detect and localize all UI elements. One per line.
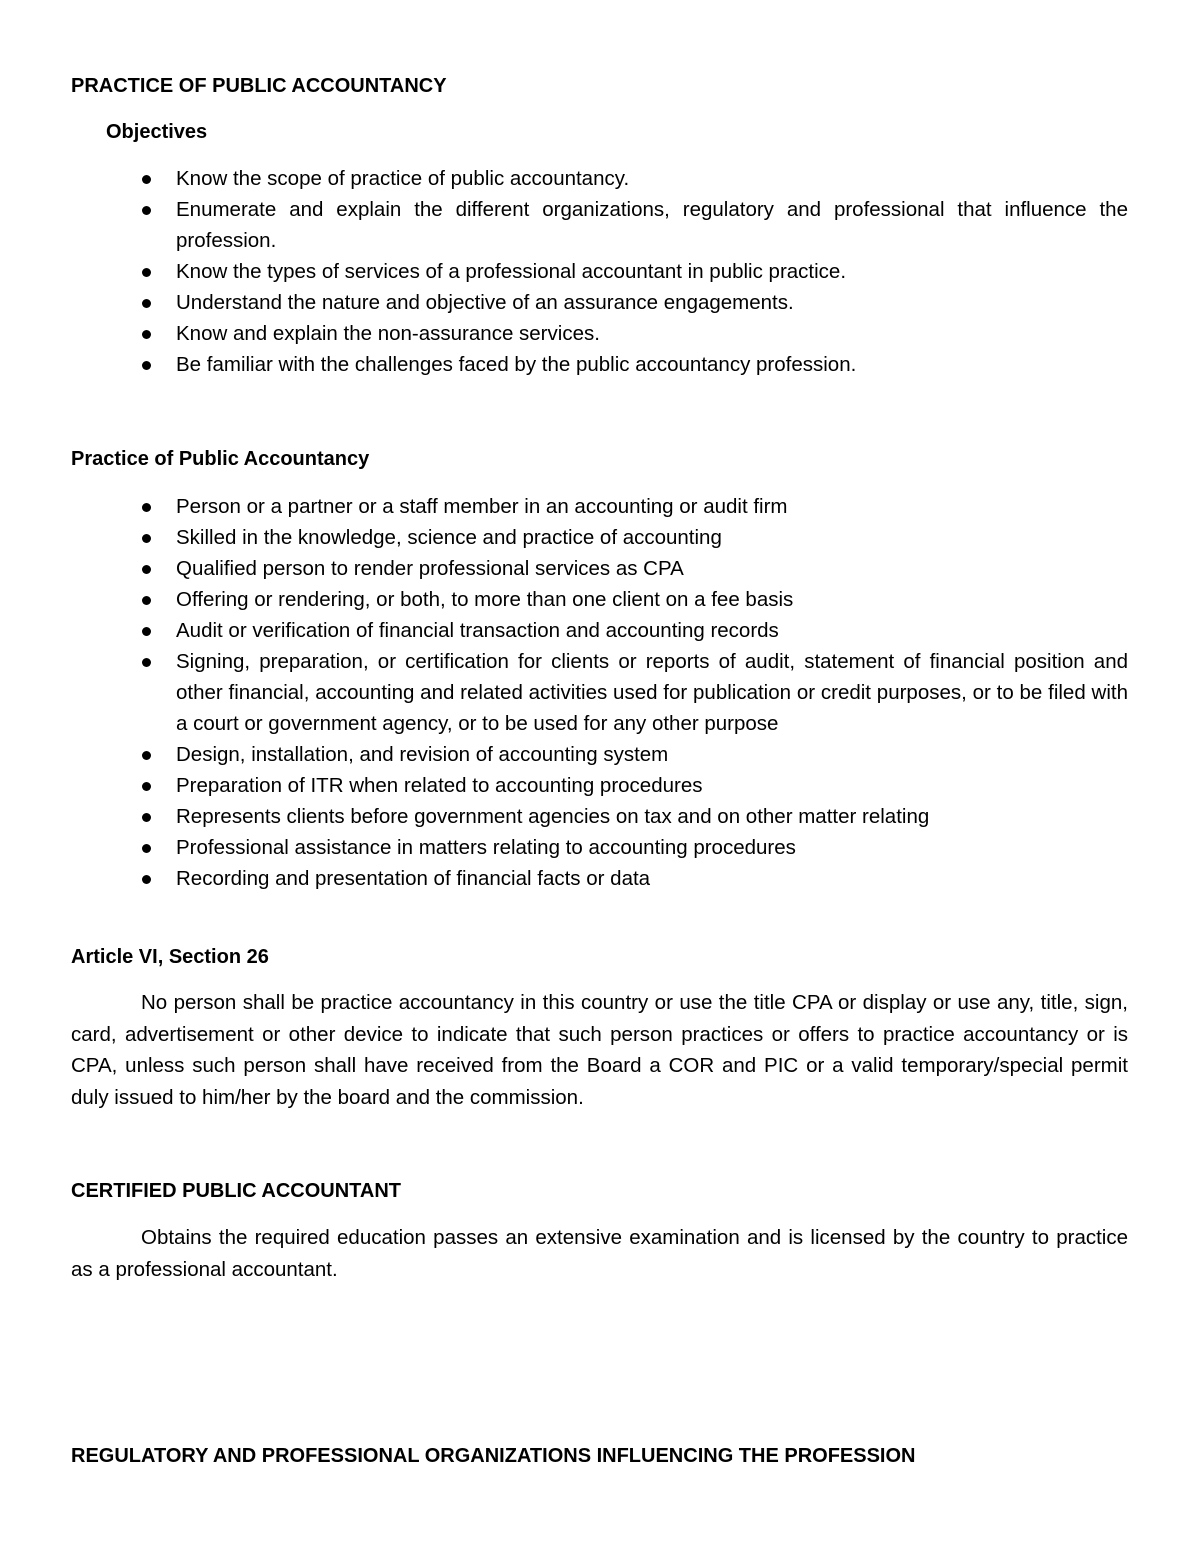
list-item: Preparation of ITR when related to accounting procedures — [0, 770, 1128, 801]
practice-list — [0, 491, 1200, 894]
bullet-icon — [142, 206, 151, 215]
regulatory-heading: REGULATORY AND PROFESSIONAL ORGANIZATIONS INFLUENCING THE PROFESSION — [71, 1445, 916, 1467]
bullet-icon — [142, 782, 151, 791]
bullet-icon — [142, 565, 151, 574]
list-item: Recording and presentation of financial facts or data — [0, 863, 1128, 894]
cpa-heading: CERTIFIED PUBLIC ACCOUNTANT — [71, 1180, 401, 1202]
list-item: Know and explain the non-assurance services. — [0, 318, 1128, 349]
bullet-icon — [142, 330, 151, 339]
bullet-icon — [142, 596, 151, 605]
bullet-icon — [142, 299, 151, 308]
list-item: Signing, preparation, or certification for clients or reports of audit, statement of financial position and other financial, accounting and related activities used for publication or credit purposes, or to be filed with a court or government agency, or to be used for any other purpose — [0, 646, 1128, 739]
list-item: Skilled in the knowledge, science and practice of accounting — [0, 522, 1128, 553]
list-item: Know the scope of practice of public accountancy. — [0, 163, 1128, 194]
list-item: Design, installation, and revision of accounting system — [0, 739, 1128, 770]
cpa-paragraph: Obtains the required education passes an extensive examination and is licensed by the country to practice as a professional accountant. — [71, 1226, 1128, 1281]
list-item: Offering or rendering, or both, to more than one client on a fee basis — [0, 584, 1128, 615]
bullet-icon — [142, 268, 151, 277]
list-item: Audit or verification of financial transaction and accounting records — [0, 615, 1128, 646]
list-item: Qualified person to render professional services as CPA — [0, 553, 1128, 584]
objectives-list — [0, 163, 1200, 380]
bullet-icon — [142, 361, 151, 370]
list-item: Know the types of services of a professional accountant in public practice. — [0, 256, 1128, 287]
list-item: Understand the nature and objective of an assurance engagements. — [0, 287, 1128, 318]
bullet-icon — [142, 627, 151, 636]
list-item: Represents clients before government agencies on tax and on other matter relating — [0, 801, 1128, 832]
list-item: Professional assistance in matters relating to accounting procedures — [0, 832, 1128, 863]
bullet-icon — [142, 658, 151, 667]
article-paragraph: No person shall be practice accountancy in this country or use the title CPA or display or use any, title, sign, card, advertisement or other device to indicate that such person practices or offers to practice accountancy or is CPA, unless such person shall have received from the Board a COR and PIC or a valid temporary/special permit duly issued to him/her by the board and the commission. — [71, 991, 1128, 1109]
objectives-heading: Objectives — [106, 121, 208, 143]
document-title: PRACTICE OF PUBLIC ACCOUNTANCY — [71, 75, 447, 97]
bullet-icon — [142, 875, 151, 884]
list-item: Be familiar with the challenges faced by the public accountancy profession. — [0, 349, 1128, 380]
bullet-icon — [142, 175, 151, 184]
article-heading: Article VI, Section 26 — [71, 946, 269, 968]
bullet-icon — [142, 503, 151, 512]
bullet-icon — [142, 813, 151, 822]
bullet-icon — [142, 844, 151, 853]
bullet-icon — [142, 534, 151, 543]
list-item: Enumerate and explain the different organizations, regulatory and professional that influence the profession. — [0, 194, 1128, 256]
bullet-icon — [142, 751, 151, 760]
practice-heading: Practice of Public Accountancy — [71, 448, 370, 470]
list-item: Person or a partner or a staff member in an accounting or audit firm — [0, 491, 1128, 522]
